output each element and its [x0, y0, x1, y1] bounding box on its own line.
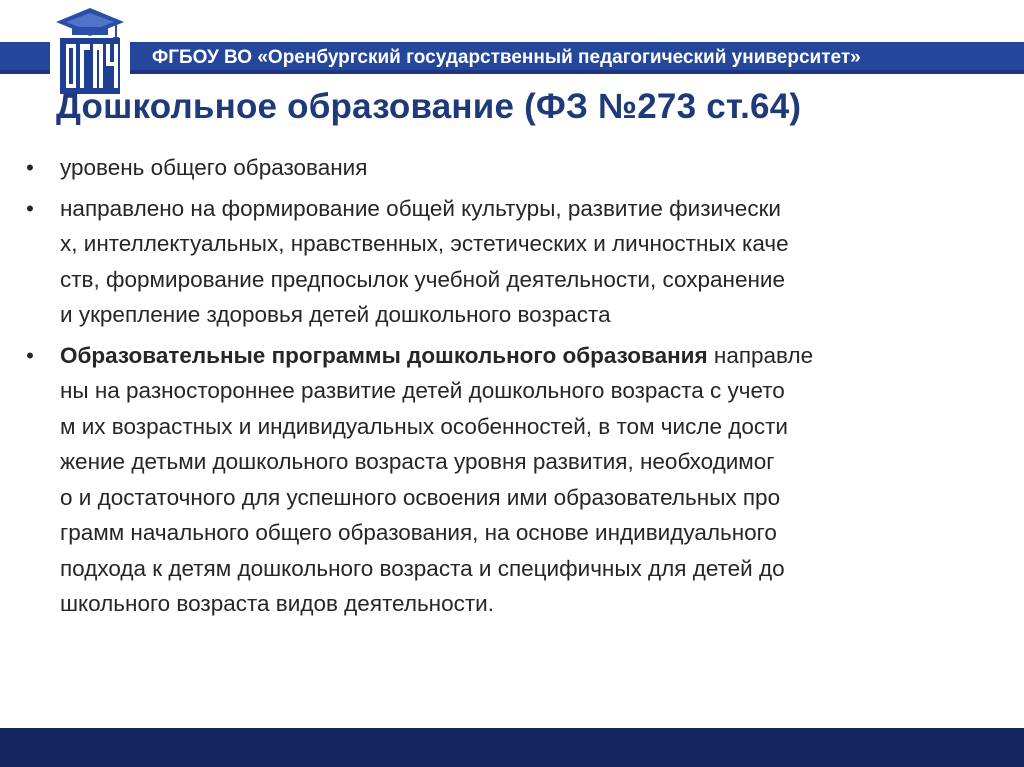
- footer-band: [0, 728, 1024, 767]
- bullet-item-level: [20, 150, 1000, 186]
- bullet-line: м их возрастных и индивидуальных особенностей, в том числе дости: [60, 413, 788, 439]
- bullet-line: грамм начального общего образования, на основе индивидуального: [60, 520, 777, 545]
- bullet-text: [60, 191, 1000, 333]
- bullet-line: жение детьми дошкольного возраста уровня развития, необходимог: [60, 449, 775, 474]
- bullet-line: уровень общего образования: [60, 155, 368, 180]
- bullet-line: направлено на формирование общей культуры, развитие физически: [60, 195, 781, 221]
- bullet-line: школьного возраста видов деятельности.: [60, 591, 494, 616]
- bullet-line: и укрепление здоровья детей дошкольного возраста: [60, 302, 611, 327]
- bullet-text: [60, 150, 1000, 186]
- bullet-line: ств, формирование предпосылок учебной деятельности, сохранение: [60, 266, 785, 292]
- bullet-line: х, интеллектуальных, нравственных, эстетических и личностных каче: [60, 231, 789, 256]
- bullet-dot-icon: •: [26, 195, 34, 221]
- bullet-line: ны на разностороннее развитие детей дошкольного возраста с учето: [60, 378, 785, 403]
- bold-lead: Образовательные программы дошкольного образования: [60, 342, 708, 368]
- bullet-line: о и достаточного для успешного освоения ими образовательных про: [60, 484, 781, 510]
- bullet-list: [20, 150, 1000, 627]
- bullet-dot-icon: •: [26, 342, 34, 368]
- bullet-dot-icon: •: [26, 155, 34, 180]
- bullet-item-programs: [20, 338, 1000, 622]
- first-line-rest: направле: [707, 342, 814, 368]
- ogpu-logo-icon: [50, 2, 130, 100]
- university-name: ФГБОУ ВО «Оренбургский государственный педагогический университет»: [152, 47, 861, 68]
- bullet-line: подхода к детям дошкольного возраста и специфичных для детей до: [60, 555, 785, 581]
- slide-title: Дошкольное образование (ФЗ №273 ст.64): [56, 87, 802, 126]
- bullet-item-purpose: [20, 191, 1000, 333]
- bullet-text: [60, 338, 1000, 622]
- bullet-line-first: [60, 343, 813, 368]
